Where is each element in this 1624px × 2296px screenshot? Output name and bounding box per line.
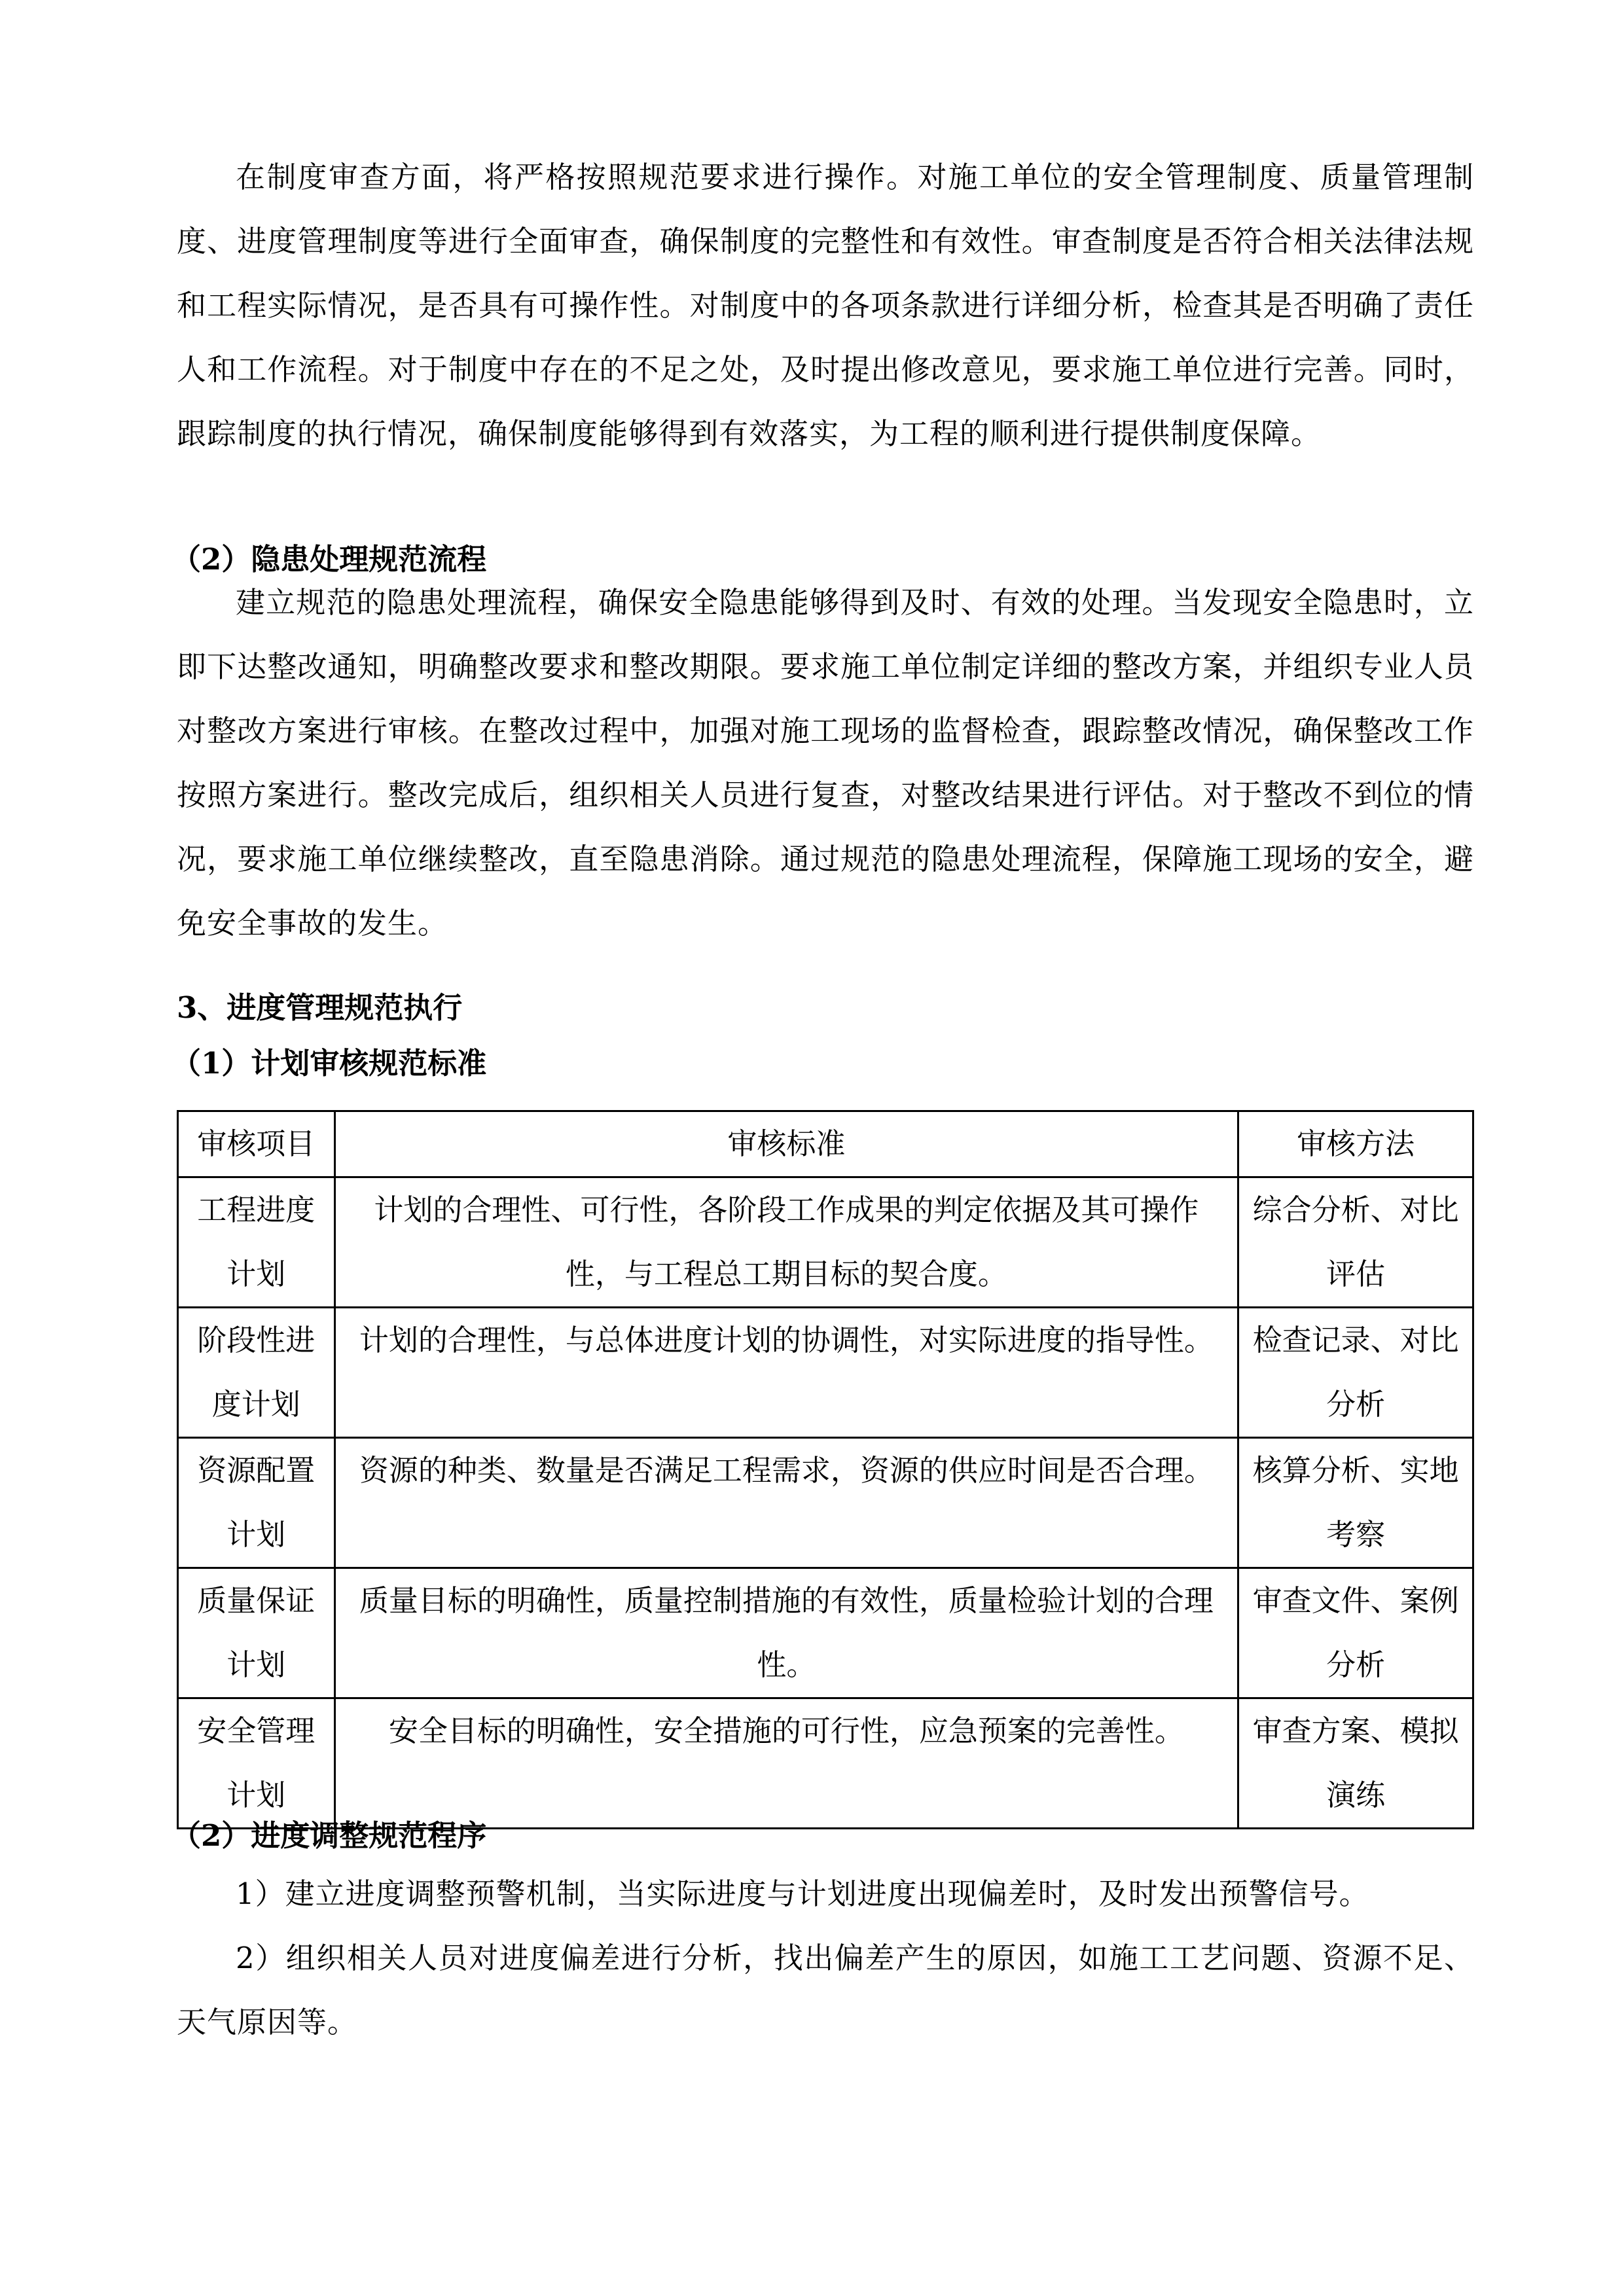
table-cell-method: 审查方案、模拟演练 <box>1238 1698 1473 1829</box>
table-cell-item: 质量保证计划 <box>178 1568 335 1698</box>
table-cell-item: 安全管理计划 <box>178 1698 335 1829</box>
table-cell-method: 综合分析、对比评估 <box>1238 1177 1473 1308</box>
heading-hazard-process: （2）隐患处理规范流程 <box>171 542 487 577</box>
table-cell-standard: 资源的种类、数量是否满足工程需求，资源的供应时间是否合理。 <box>334 1438 1238 1568</box>
paragraph-hazard-process: 建立规范的隐患处理流程，确保安全隐患能够得到及时、有效的处理。当发现安全隐患时，立即下达整改通知，明确整改要求和整改期限。要求施工单位制定详细的整改方案，并组织专业人员对整改方案进行审核。在整改过程中，加强对施工现场的监督检查，跟踪整改情况，确保整改工作按照方案进行。整改完成后，组织相关人员进行复查，对整改结果进行评估。对于整改不到位的情况，要求施工单位继续整改，直至隐患消除。通过规范的隐患处理流程，保障施工现场的安全，避免安全事故的发生。 <box>177 585 1474 941</box>
table-cell-item: 资源配置计划 <box>178 1438 335 1568</box>
table-cell-standard: 质量目标的明确性，质量控制措施的有效性，质量检验计划的合理性。 <box>334 1568 1238 1698</box>
table-row <box>178 1177 1473 1308</box>
table-cell-method: 审查文件、案例分析 <box>1238 1568 1473 1698</box>
heading-section-3: 3、进度管理规范执行 <box>177 990 463 1025</box>
step-2: 2）组织相关人员对进度偏差进行分析，找出偏差产生的原因，如施工工艺问题、资源不足、天气原因等。 <box>177 1941 1474 2039</box>
table-cell-standard: 计划的合理性、可行性，各阶段工作成果的判定依据及其可操作性，与工程总工期目标的契合度。 <box>334 1177 1238 1308</box>
table-cell-standard: 计划的合理性，与总体进度计划的协调性，对实际进度的指导性。 <box>334 1308 1238 1438</box>
table-cell-method: 核算分析、实地考察 <box>1238 1438 1473 1568</box>
table-cell-item: 阶段性进度计划 <box>178 1308 335 1438</box>
heading-plan-review: （1）计划审核规范标准 <box>171 1046 487 1081</box>
paragraph-system-review: 在制度审查方面，将严格按照规范要求进行操作。对施工单位的安全管理制度、质量管理制度、进度管理制度等进行全面审查，确保制度的完整性和有效性。审查制度是否符合相关法律法规和工程实际情况，是否具有可操作性。对制度中的各项条款进行详细分析，检查其是否明确了责任人和工作流程。对于制度中存在的不足之处，及时提出修改意见，要求施工单位进行完善。同时，跟踪制度的执行情况，确保制度能够得到有效落实，为工程的顺利进行提供制度保障。 <box>177 160 1474 451</box>
table-row <box>178 1308 1473 1438</box>
table-header-cell: 审核项目 <box>178 1111 335 1177</box>
plan-review-table <box>177 1110 1474 1829</box>
table-header-cell: 审核标准 <box>334 1111 1238 1177</box>
table-header-cell: 审核方法 <box>1238 1111 1473 1177</box>
heading-schedule-adjust: （2）进度调整规范程序 <box>171 1818 487 1853</box>
table-cell-item: 工程进度计划 <box>178 1177 335 1308</box>
table-row <box>178 1698 1473 1829</box>
step-1: 1）建立进度调整预警机制，当实际进度与计划进度出现偏差时，及时发出预警信号。 <box>236 1876 1369 1911</box>
table-cell-standard: 安全目标的明确性，安全措施的可行性，应急预案的完善性。 <box>334 1698 1238 1829</box>
table-cell-method: 检查记录、对比分析 <box>1238 1308 1473 1438</box>
table-row <box>178 1568 1473 1698</box>
table-row <box>178 1438 1473 1568</box>
table-header-row <box>178 1111 1473 1177</box>
